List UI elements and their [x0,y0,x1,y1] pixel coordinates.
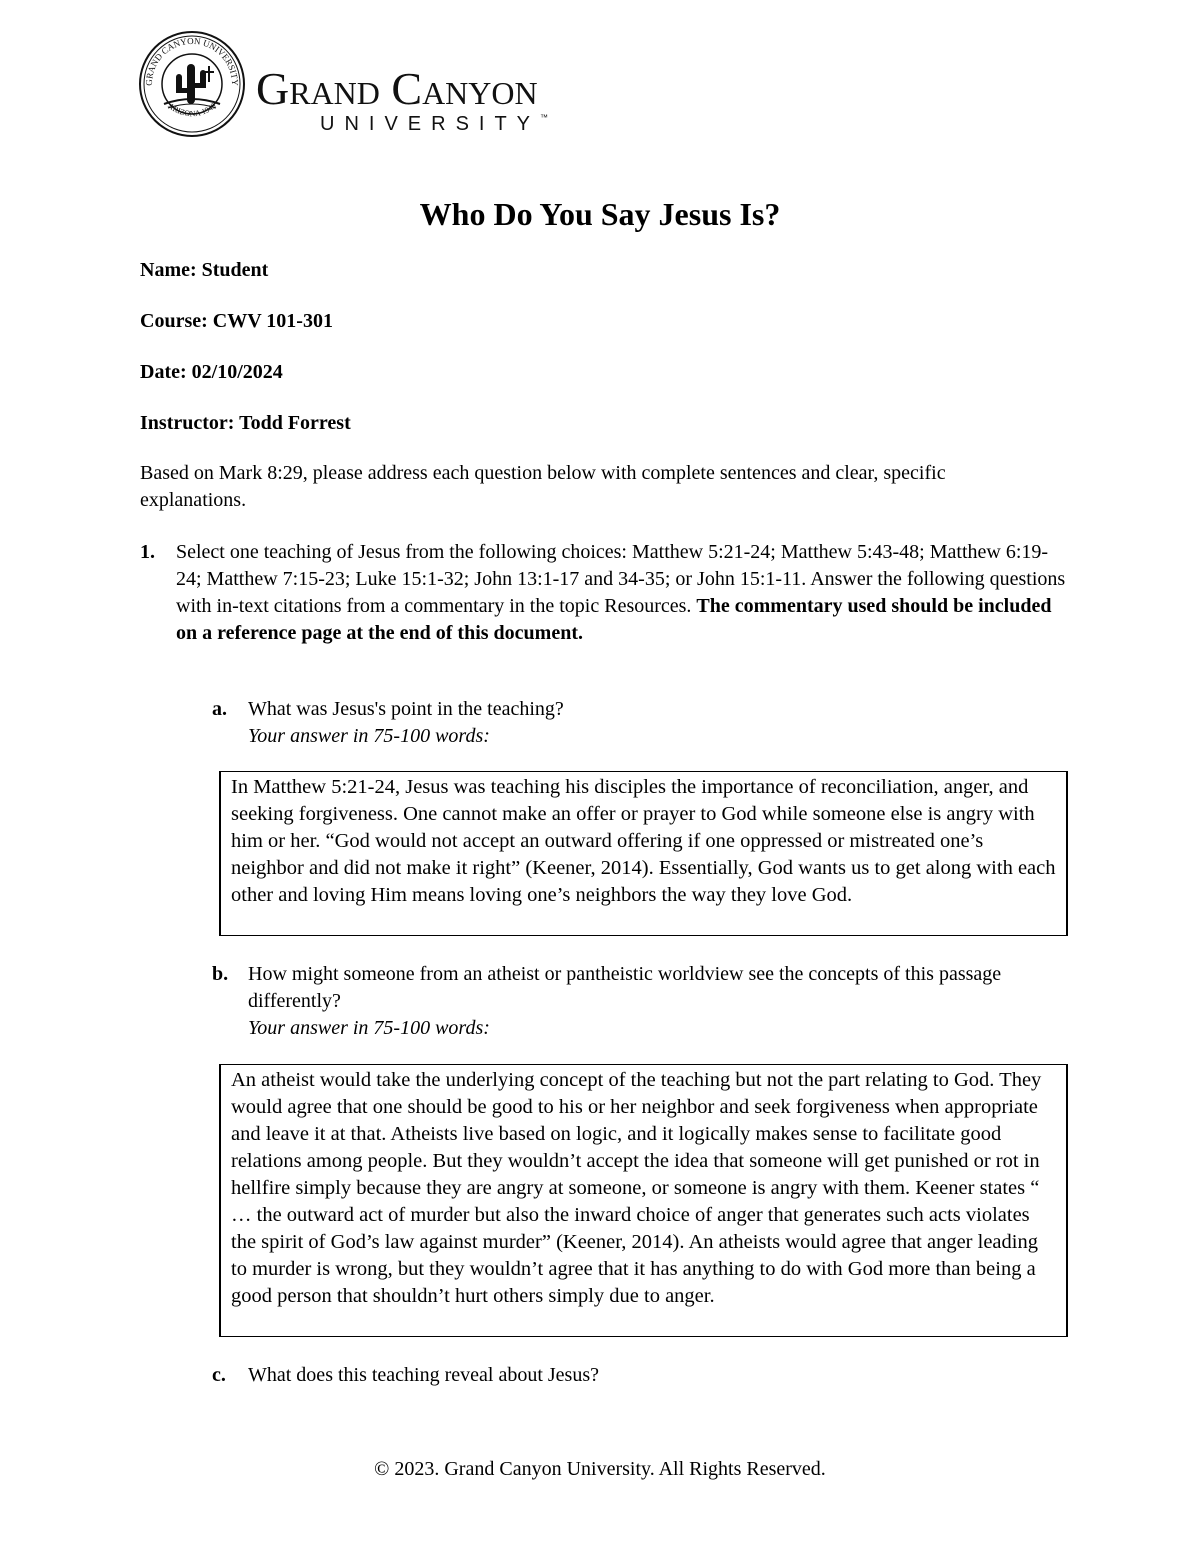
question-1-bold-note: The commentary used should be included on a reference page at the end of this document. [176,595,1052,644]
trademark-symbol: ™ [540,113,549,122]
question-1a-letter: a. [212,698,227,720]
university-seal-icon [138,30,246,138]
date-field: Date: 02/10/2024 [140,361,283,383]
question-1b-text: How might someone from an atheist or pantheistic worldview see the concepts of this passage differently? [248,963,1002,1012]
question-1a-prompt: Your answer in 75-100 words: [248,725,490,747]
name-field: Name: Student [140,259,269,281]
question-1-body: Select one teaching of Jesus from the following choices: Matthew 5:21-24; Matthew 5:43-48; Matthew 6:19-24; Matthew 7:15-23; Luke 15:1-32; John 13:1-17 and 34-35; or John 15:1-11. Answer the following questions with in-text citations from a commentary in the topic Resources. [176,541,1066,617]
seal-text-top: GRAND CANYON UNIVERSITY [143,35,241,86]
question-1c-text: What does this teaching reveal about Jesus? [248,1364,599,1386]
answer-box-a: In Matthew 5:21-24, Jesus was teaching his disciples the importance of reconciliation, anger, and seeking forgiveness. One cannot make an offer or prayer to God while someone else is angry with him or her. “God would not accept an outward offering if one oppressed or mistreated one’s neighbor and did not make it right” (Keener, 2014). Essentially, God wants us to get along with each other and loving Him means loving one’s neighbors the way they love God. [219,771,1068,936]
document-title: Who Do You Say Jesus Is? [419,196,781,232]
university-logo [138,30,638,140]
question-1b-prompt: Your answer in 75-100 words: [248,1017,490,1039]
instructor-field: Instructor: Todd Forrest [140,412,351,434]
question-1c-letter: c. [212,1364,226,1386]
logo-wordmark-top: Grand Canyon [256,63,538,114]
logo-wordmark-bottom [320,114,548,134]
question-1b-letter: b. [212,963,229,985]
intro-paragraph: Based on Mark 8:29, please address each question below with complete sentences and clear, specific explanations. [140,462,946,511]
question-1-text [176,539,1066,647]
seal-text-bottom: ARIZONA 1949 [166,101,218,119]
question-1a-text: What was Jesus's point in the teaching? [248,698,564,720]
copyright-footer: © 2023. Grand Canyon University. All Rights Reserved. [374,1458,826,1480]
answer-box-b: An atheist would take the underlying concept of the teaching but not the part relating to God. They would agree that one should be good to his or her neighbor and seek forgiveness when appropriate and leave it at that. Atheists live based on logic, and it logically makes sense to facilitate good relations among people. But they wouldn’t accept the idea that someone will get punished or rot in hellfire simply because they are angry at someone, or someone is angry with them. Keener states “ … the outward act of murder but also the inward choice of anger that generates such acts violates the spirit of God’s law against murder” (Keener, 2014). An atheists would agree that anger leading to murder is wrong, but they wouldn’t agree that it has anything to do with God more than being a good person that shouldn’t hurt others simply due to anger. [219,1064,1068,1337]
logo-wordmark-university: UNIVERSITY [320,113,541,135]
question-1-number: 1. [140,541,155,563]
course-field: Course: CWV 101-301 [140,310,333,332]
